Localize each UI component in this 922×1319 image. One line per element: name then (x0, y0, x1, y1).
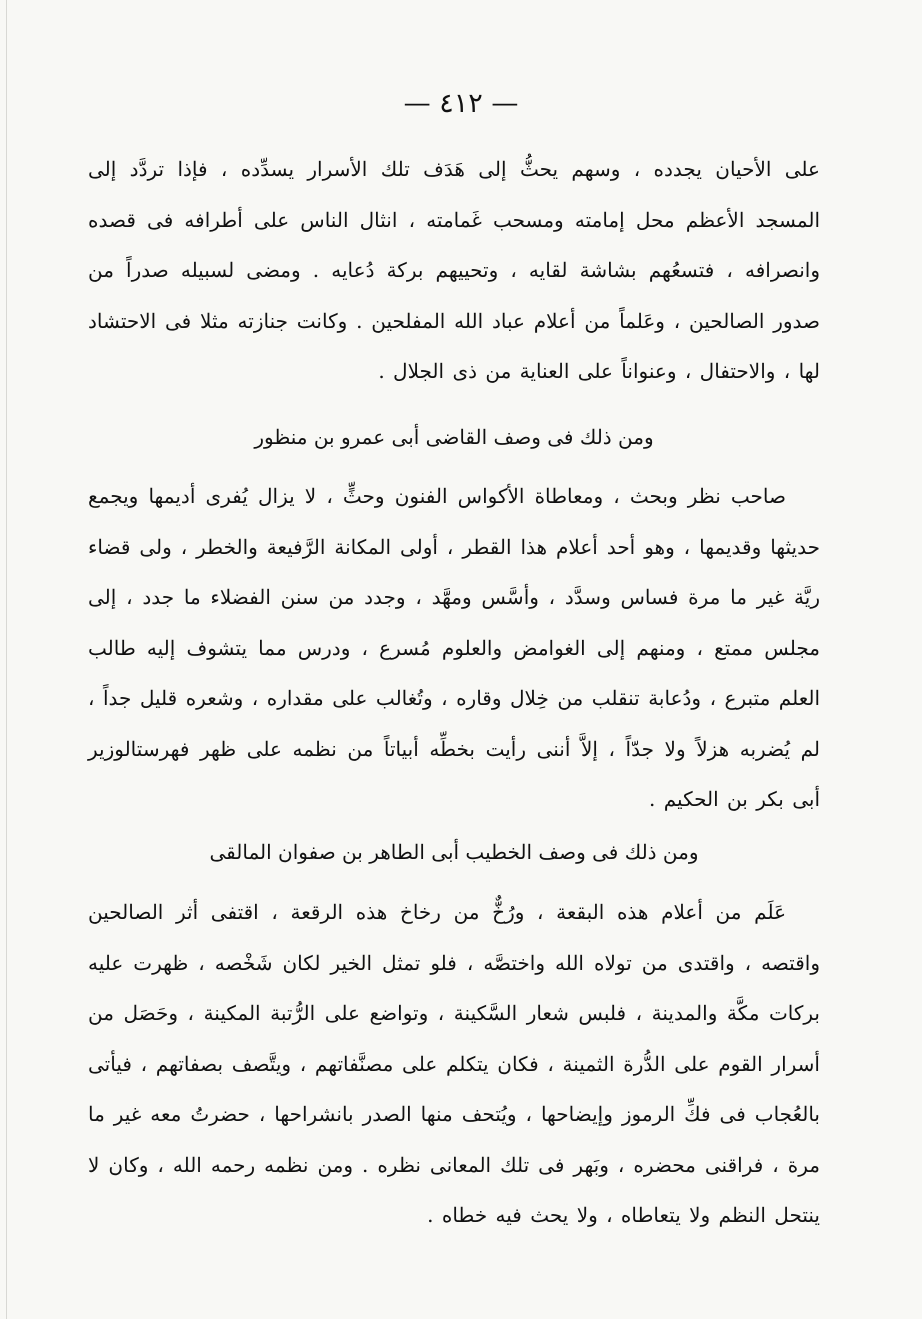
paragraph-3: عَلَم من أعلام هذه البقعة ، ورُخٌّ من رخاخ هذه الرقعة ، اقتفى أثر الصالحين واقتصه ، واقتدى من تولاه الله واختصَّه ، فلو تمثل الخير لكان شَخْصه ، ظهرت عليه بركات مكَّة والمدينة ، فلبس شعار السَّكينة ، وتواضع على الرُّتبة المكينة ، وحَصَل من أسرار القوم على الدُّرة الثمينة ، فكان يتكلم على مصنَّفاتهم ، ويتَّصف بصفاتهم ، فيأتى بالعُجاب فى فكِّ الرموز وإيضاحها ، ويُتحف منها الصدر بانشراحها ، حضرتُ معه غير ما مرة ، فراقنى محضره ، وبَهر فى تلك المعانى نظره . ومن نظمه رحمه الله ، وكان لا ينتحل النظم ولا يتعاطاه ، ولا يحث فيه خطاه . (88, 900, 821, 1227)
paragraph-1: على الأحيان يجدده ، وسهم يحثُّ إلى هَدَف تلك الأسرار يسدِّده ، فإذا تردَّد إلى المسجد الأعظم محل إمامته ومسحب غَمامته ، انثال الناس على أطرافه فى قصده وانصرافه ، فتسعُهم بشاشة لقايه ، وتحييهم بركة دُعايه . ومضى لسبيله صدراً من صدور الصالحين ، وعَلماً من أعلام عباد الله المفلحين . وكانت جنازته مثلا فى الاحتشاد لها ، والاحتفال ، وعنواناً على العناية من ذى الجلال . (88, 157, 820, 383)
page-number: — ٤١٢ — (403, 88, 519, 119)
scan-margin-line (6, 0, 7, 1319)
section-heading-ibn-manzur: ومن ذلك فى وصف القاضى أبى عمرو بن منظور (254, 425, 654, 449)
paragraph-2: صاحب نظر وبحث ، ومعاطاة الأكواس الفنون وحثٍّ ، لا يزال يُفرى أديمها ويجمع حديثها وقديمها ، وهو أحد أعلام هذا القطر ، أولى المكانة الرَّفيعة والخطر ، ولى قضاء ريَّة غير ما مرة فساس وسدَّد ، وأسَّس ومهَّد ، وجدد من سنن الفضلاء ما جدد ، إلى مجلس ممتع ، ومنهم إلى الغوامض والعلوم مُسرع ، ودرس مما يتشوف إليه طالب العلم متبرع ، ودُعابة تنقلب من خِلال وقاره ، وتُغالب على مقداره ، وشعره قليل جداً ، لم يُضربه هزلاً ولا جدّاً ، إلاَّ أننى رأيت بخطِّه أبياتاً من نظمه على ظهر فهرستالوزير أبى بكر بن الحكيم . (88, 484, 820, 811)
section-heading-ibn-safwan: ومن ذلك فى وصف الخطيب أبى الطاهر بن صفوان المالقى (209, 840, 699, 864)
